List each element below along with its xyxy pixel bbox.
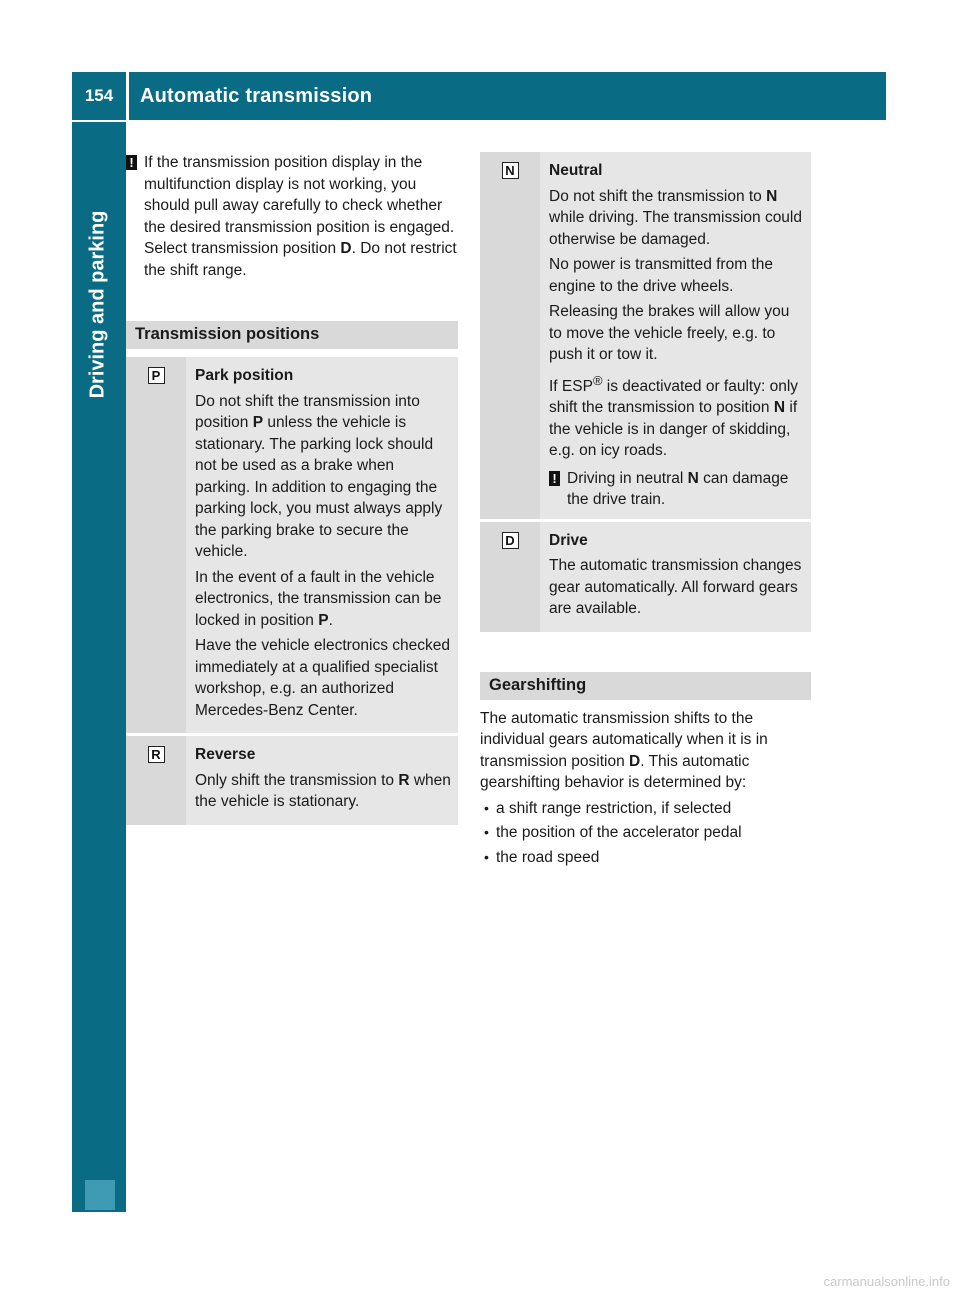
chapter-side-label xyxy=(76,122,120,487)
neutral-warning-note xyxy=(549,468,805,511)
neutral-position-icon: N xyxy=(502,162,519,179)
drive-position-icon: D xyxy=(502,532,519,549)
chapter-label-text: Driving and parking xyxy=(86,210,109,399)
warning-icon: ! xyxy=(126,155,137,170)
table-row-reverse xyxy=(126,733,458,825)
transmission-positions-table xyxy=(126,357,458,825)
warning-note-display xyxy=(126,152,458,281)
gearshifting-factors-list xyxy=(480,798,811,869)
right-column xyxy=(480,152,811,871)
list-item: • the position of the accelerator pedal xyxy=(480,822,811,844)
section-title-transmission-positions: Transmission positions xyxy=(126,321,458,349)
table-row-drive xyxy=(480,519,811,632)
neutral-title: Neutral xyxy=(549,162,603,179)
list-item: • the road speed xyxy=(480,847,811,869)
list-item: • a shift range restriction, if selected xyxy=(480,798,811,820)
gearshifting-intro: The automatic transmission shifts to the individual gears automatically when it is in transmission position D. This automatic gearshifting behavior is determined by: xyxy=(480,709,768,792)
reverse-text: Only shift the transmission to R when the vehicle is stationary. xyxy=(195,771,451,810)
neutral-text-4: If ESP® is deactivated or faulty: only shift the transmission to position N if the vehicle is in danger of skidding, e.g. on icy roads. xyxy=(549,372,799,460)
chapter-marker-block xyxy=(85,1180,115,1210)
transmission-positions-table-continued xyxy=(480,152,811,632)
watermark: carmanualsonline.info xyxy=(823,1274,950,1289)
neutral-text-3: Releasing the brakes will allow you to move the vehicle freely, e.g. to push it or tow it. xyxy=(549,303,790,363)
neutral-text-2: No power is transmitted from the engine to the drive wheels. xyxy=(549,256,773,295)
neutral-warning-text: Driving in neutral N can damage the drive train. xyxy=(567,469,789,509)
drive-text: The automatic transmission changes gear automatically. All forward gears are available. xyxy=(549,557,802,618)
neutral-text-1: Do not shift the transmission to N while driving. The transmission could otherwise be damaged. xyxy=(549,187,802,248)
warning-text: If the transmission position display in the multifunction display is not working, you should pull away carefully to check whether the desired transmission position is engaged. Select transmission position D. Do not restrict the shift range. xyxy=(144,154,457,279)
table-row-neutral xyxy=(480,152,811,519)
drive-title: Drive xyxy=(549,531,588,549)
park-text-1: Do not shift the transmission into position P unless the vehicle is stationary. The parking lock should not be used as a brake when parking. In addition to engaging the parking lock, you must always apply the parking brake to secure the vehicle. xyxy=(195,392,443,560)
park-text-3: Have the vehicle electronics checked immediately at a qualified specialist workshop, e.g. an authorized Mercedes-Benz Center. xyxy=(195,637,451,719)
left-column xyxy=(126,152,458,825)
park-title: Park position xyxy=(195,367,294,384)
reverse-position-icon: R xyxy=(148,746,165,763)
warning-icon: ! xyxy=(549,471,560,486)
park-text-2: In the event of a fault in the vehicle electronics, the transmission can be locked in position P. xyxy=(195,568,442,629)
page-number: 154 xyxy=(72,72,126,120)
page-title: Automatic transmission xyxy=(129,72,886,120)
park-position-icon: P xyxy=(148,367,165,384)
section-title-gearshifting: Gearshifting xyxy=(480,672,811,700)
reverse-title: Reverse xyxy=(195,746,256,763)
table-row-park xyxy=(126,357,458,733)
